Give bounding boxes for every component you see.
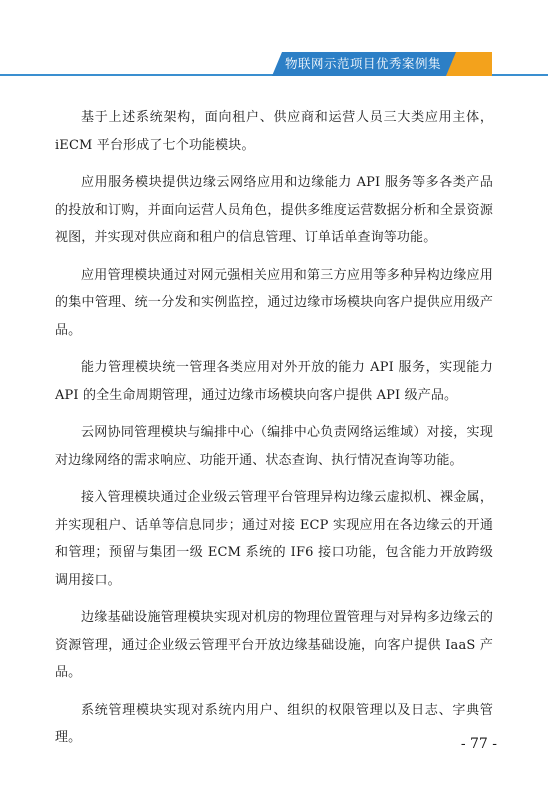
paragraph-access-management: 接入管理模块通过企业级云管理平台管理异构边缘云虚拟机、裸金属，并实现租户、话单等信息同步；通过对接 ECP 实现应用在各边缘云的开通和管理；预留与集团一级 ECM 系统的 IF6 接口功能，包含能力开放跨级调用接口。: [55, 490, 493, 588]
paragraph-infrastructure: 边缘基础设施管理模块实现对机房的物理位置管理与对异构多边缘云的资源管理，通过企业级云管理平台开放边缘基础设施，向客户提供 IaaS 产品。: [55, 610, 493, 680]
paragraph-capability-management: 能力管理模块统一管理各类应用对外开放的能力 API 服务，实现能力 API 的全生命周期管理，通过边缘市场模块向客户提供 API 级产品。: [55, 360, 493, 403]
page-body: [55, 104, 493, 762]
paragraph-intro: 基于上述系统架构，面向租户、供应商和运营人员三大类应用主体，iECM 平台形成了七个功能模块。: [55, 110, 493, 153]
paragraph-system-management: 系统管理模块实现对系统内用户、组织的权限管理以及日志、字典管理。: [55, 702, 493, 745]
paragraph-cloud-network: 云网协同管理模块与编排中心（编排中心负责网络运维域）对接，实现对边缘网络的需求响应、功能开通、状态查询、执行情况查询等功能。: [55, 425, 493, 468]
paragraph-app-management: 应用管理模块通过对网元强相关应用和第三方应用等多种异构边缘应用的集中管理、统一分发和实例监控，通过边缘市场模块向客户提供应用级产品。: [55, 267, 493, 338]
page-number: - 77 -: [460, 736, 497, 752]
running-header: [0, 52, 548, 76]
paragraph-app-service: 应用服务模块提供边缘云网络应用和边缘能力 API 服务等多各类产品的投放和订购，并面向运营人员角色，提供多维度运营数据分析和全景资源视图，并实现对供应商和租户的信息管理、订单话单查询等功能。: [55, 175, 493, 245]
header-title: 物联网示范项目优秀案例集: [285, 56, 442, 71]
